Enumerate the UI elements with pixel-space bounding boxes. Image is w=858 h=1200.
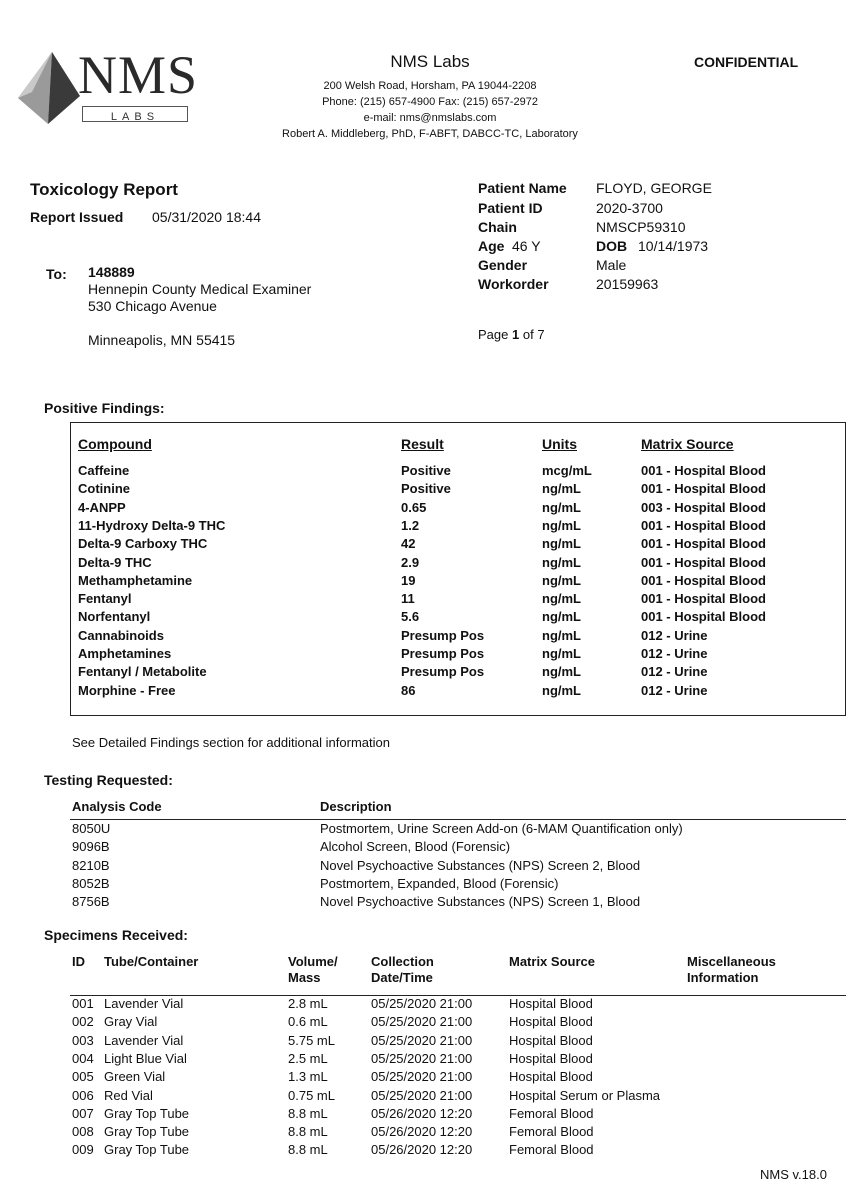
finding-units: ng/mL	[542, 481, 581, 497]
specimen-tube-container: Green Vial	[104, 1069, 166, 1085]
specimen-matrix-source: Hospital Blood	[509, 1032, 593, 1048]
specimen-volume: 0.75 mL	[288, 1087, 335, 1103]
finding-result: Presump Pos	[401, 646, 485, 661]
findings-units-header: Units	[542, 436, 577, 452]
specimen-matrix-source: Femoral Blood	[509, 1105, 594, 1121]
specimen-volume: 8.8 mL	[288, 1124, 328, 1140]
specimen-id: 006	[72, 1087, 94, 1103]
gender-value: Male	[596, 257, 627, 273]
positive-findings-title: Positive Findings:	[44, 400, 165, 416]
specimen-id: 001	[72, 996, 94, 1011]
testing-requested-title: Testing Requested:	[44, 772, 173, 788]
finding-matrix-source: 001 - Hospital Blood	[641, 554, 766, 570]
finding-result: 86	[401, 682, 416, 698]
specimen-volume: 1.3 mL	[288, 1069, 328, 1085]
finding-compound: Amphetamines	[78, 646, 172, 661]
finding-matrix-source: 001 - Hospital Blood	[641, 591, 766, 607]
to-name: Hennepin County Medical Examiner	[88, 281, 312, 297]
workorder-value: 20159963	[596, 276, 659, 292]
finding-matrix-source: 012 - Urine	[641, 646, 708, 661]
logo-sub-text: LABS	[110, 111, 160, 123]
page-prefix: Page	[478, 327, 509, 342]
analysis-code-header: Analysis Code	[72, 799, 162, 814]
finding-units: ng/mL	[542, 591, 581, 607]
specimen-volume: 5.75 mL	[288, 1032, 335, 1048]
finding-result: 2.9	[401, 554, 420, 570]
finding-units: ng/mL	[542, 682, 581, 698]
lab-email: e-mail: nms@nmslabs.com	[363, 112, 497, 124]
specimen-id-header: ID	[72, 954, 85, 969]
specimen-tube-container: Light Blue Vial	[104, 1050, 187, 1066]
chain-value: NMSCP59310	[596, 219, 686, 235]
patient-name-value: FLOYD, GEORGE	[596, 180, 712, 196]
finding-result: 42	[401, 536, 416, 552]
finding-result: Presump Pos	[401, 627, 485, 643]
specimens-received-title: Specimens Received:	[44, 927, 188, 943]
report-title: Toxicology Report	[30, 180, 178, 199]
specimen-volume: 2.8 mL	[288, 996, 328, 1011]
finding-units: ng/mL	[542, 664, 581, 680]
specimen-collection-datetime: 05/26/2020 12:20	[371, 1142, 473, 1158]
page-number: 1	[512, 327, 520, 342]
to-street: 530 Chicago Avenue	[88, 298, 217, 314]
findings-result-header: Result	[401, 436, 444, 452]
specimen-matrix-source: Femoral Blood	[509, 1142, 594, 1158]
specimen-id: 008	[72, 1124, 94, 1140]
specimen-matrix-source: Hospital Blood	[509, 1069, 593, 1085]
specimen-collection-datetime: 05/25/2020 21:00	[371, 1050, 473, 1066]
specimen-volume: 2.5 mL	[288, 1050, 328, 1066]
specimen-matrix-source: Hospital Blood	[509, 1050, 593, 1066]
logo-wordmark: NMS	[78, 45, 199, 105]
test-analysis-code: 8052B	[72, 875, 110, 891]
finding-units: ng/mL	[542, 554, 581, 570]
specimen-volume: 8.8 mL	[288, 1142, 328, 1158]
age-label: Age	[478, 238, 505, 254]
test-analysis-code: 8756B	[72, 894, 110, 910]
specimen-collection-datetime: 05/25/2020 21:00	[371, 1014, 473, 1030]
finding-compound: 4-ANPP	[78, 499, 126, 515]
finding-result: Positive	[401, 463, 451, 478]
testing-requested-divider	[70, 819, 846, 820]
workorder-label: Workorder	[478, 276, 549, 292]
specimen-tube-container: Gray Top Tube	[104, 1124, 190, 1140]
finding-compound: Cannabinoids	[78, 627, 164, 643]
pyramid-icon	[18, 52, 80, 124]
specimen-id: 009	[72, 1142, 94, 1158]
finding-matrix-source: 001 - Hospital Blood	[641, 609, 766, 625]
test-description: Novel Psychoactive Substances (NPS) Screen 1, Blood	[320, 894, 641, 910]
version-footer: NMS v.18.0	[760, 1167, 827, 1182]
specimen-collection-datetime: 05/25/2020 21:00	[371, 1032, 473, 1048]
finding-compound: Fentanyl	[78, 591, 132, 607]
finding-matrix-source: 012 - Urine	[641, 664, 708, 680]
test-analysis-code: 8210B	[72, 857, 110, 873]
finding-compound: Morphine - Free	[78, 682, 176, 698]
finding-matrix-source: 001 - Hospital Blood	[641, 572, 766, 588]
to-city: Minneapolis, MN 55415	[88, 332, 236, 348]
specimen-id: 003	[72, 1032, 94, 1048]
specimen-id: 002	[72, 1014, 94, 1030]
test-description: Novel Psychoactive Substances (NPS) Screen 2, Blood	[320, 857, 641, 873]
chain-label: Chain	[478, 219, 517, 235]
test-description: Postmortem, Urine Screen Add-on (6-MAM Quantification only)	[320, 821, 683, 836]
patient-id-label: Patient ID	[478, 200, 543, 216]
specimen-matrix-source: Femoral Blood	[509, 1124, 594, 1140]
test-analysis-code: 8050U	[72, 821, 111, 836]
finding-units: ng/mL	[542, 572, 581, 588]
specimen-volume: 8.8 mL	[288, 1105, 328, 1121]
lab-phone-fax: Phone: (215) 657-4900 Fax: (215) 657-2972	[322, 96, 538, 108]
specimen-collection-datetime: 05/25/2020 21:00	[371, 1087, 473, 1103]
specimen-tube-container: Red Vial	[104, 1087, 153, 1103]
specimen-id: 004	[72, 1050, 94, 1066]
gender-label: Gender	[478, 257, 528, 273]
finding-compound: Cotinine	[78, 481, 130, 497]
finding-result: 19	[401, 572, 416, 588]
lab-name: NMS Labs	[390, 52, 470, 71]
patient-id-value: 2020-3700	[596, 200, 663, 216]
logo-sub-box	[82, 106, 188, 122]
specimen-collection-datetime: 05/25/2020 21:00	[371, 996, 473, 1011]
test-analysis-code: 9096B	[72, 839, 110, 855]
specimen-id: 005	[72, 1069, 94, 1085]
confidential-label: CONFIDENTIAL	[694, 54, 799, 70]
finding-matrix-source: 003 - Hospital Blood	[641, 499, 766, 515]
finding-matrix-source: 001 - Hospital Blood	[641, 517, 766, 533]
findings-matrix-source-header: Matrix Source	[641, 436, 734, 452]
finding-compound: Methamphetamine	[78, 572, 193, 588]
finding-result: 0.65	[401, 499, 427, 515]
specimen-collection-datetime: 05/26/2020 12:20	[371, 1105, 473, 1121]
lab-address: 200 Welsh Road, Horsham, PA 19044-2208	[323, 80, 537, 92]
finding-matrix-source: 001 - Hospital Blood	[641, 536, 766, 552]
finding-compound: Norfentanyl	[78, 609, 151, 625]
finding-result: 5.6	[401, 609, 420, 625]
finding-result: Presump Pos	[401, 664, 485, 680]
specimen-tube-container: Gray Vial	[104, 1014, 158, 1030]
specimen-tube-container: Lavender Vial	[104, 1032, 184, 1048]
dob-label: DOB	[596, 238, 628, 254]
finding-result: Positive	[401, 481, 451, 497]
to-label: To:	[46, 266, 67, 282]
specimen-volume: 0.6 mL	[288, 1014, 328, 1030]
finding-matrix-source: 012 - Urine	[641, 682, 708, 698]
to-id: 148889	[88, 264, 135, 280]
specimen-collection-datetime: 05/25/2020 21:00	[371, 1069, 473, 1085]
page-suffix: of 7	[522, 327, 545, 342]
specimen-id: 007	[72, 1105, 94, 1121]
specimen-matrix-source: Hospital Blood	[509, 1014, 593, 1030]
test-description: Postmortem, Expanded, Blood (Forensic)	[320, 875, 559, 891]
finding-compound: Delta-9 Carboxy THC	[78, 536, 208, 552]
detailed-findings-note: See Detailed Findings section for additional information	[72, 735, 390, 750]
finding-matrix-source: 001 - Hospital Blood	[641, 481, 766, 497]
lab-director: Robert A. Middleberg, PhD, F-ABFT, DABCC-TC, Laboratory	[282, 128, 578, 140]
findings-compound-header: Compound	[78, 436, 152, 452]
age-value: 46 Y	[512, 238, 541, 254]
finding-units: ng/mL	[542, 499, 581, 515]
tube-container-header: Tube/Container	[104, 954, 199, 969]
finding-compound: 11-Hydroxy Delta-9 THC	[78, 517, 226, 533]
finding-result: 11	[401, 591, 415, 607]
finding-units: ng/mL	[542, 536, 581, 552]
specimen-tube-container: Lavender Vial	[104, 996, 184, 1011]
nms-logo	[18, 45, 199, 128]
description-header: Description	[320, 799, 392, 814]
matrix-source-header: Matrix Source	[509, 954, 595, 969]
finding-result: 1.2	[401, 517, 420, 533]
finding-matrix-source: 001 - Hospital Blood	[641, 463, 766, 478]
finding-units: ng/mL	[542, 517, 581, 533]
page-indicator	[478, 327, 545, 342]
test-description: Alcohol Screen, Blood (Forensic)	[320, 839, 511, 855]
specimen-tube-container: Gray Top Tube	[104, 1142, 190, 1158]
dob-value: 10/14/1973	[638, 238, 709, 254]
report-issued-value: 05/31/2020 18:44	[152, 209, 261, 225]
collection-datetime-header: Collection Date/Time	[371, 954, 434, 985]
finding-compound: Caffeine	[78, 463, 130, 478]
finding-matrix-source: 012 - Urine	[641, 627, 708, 643]
miscellaneous-information-header: Miscellaneous Information	[687, 954, 776, 985]
specimen-matrix-source: Hospital Blood	[509, 996, 593, 1011]
report-issued-label: Report Issued	[30, 209, 124, 225]
specimen-tube-container: Gray Top Tube	[104, 1105, 190, 1121]
specimen-collection-datetime: 05/26/2020 12:20	[371, 1124, 473, 1140]
patient-name-label: Patient Name	[478, 180, 567, 196]
finding-units: ng/mL	[542, 627, 581, 643]
finding-units: ng/mL	[542, 646, 581, 661]
volume-mass-header: Volume/ Mass	[288, 954, 338, 985]
finding-units: ng/mL	[542, 609, 581, 625]
specimen-matrix-source: Hospital Serum or Plasma	[509, 1087, 660, 1103]
finding-compound: Delta-9 THC	[78, 554, 152, 570]
finding-compound: Fentanyl / Metabolite	[78, 664, 207, 680]
finding-units: mcg/mL	[542, 463, 592, 478]
